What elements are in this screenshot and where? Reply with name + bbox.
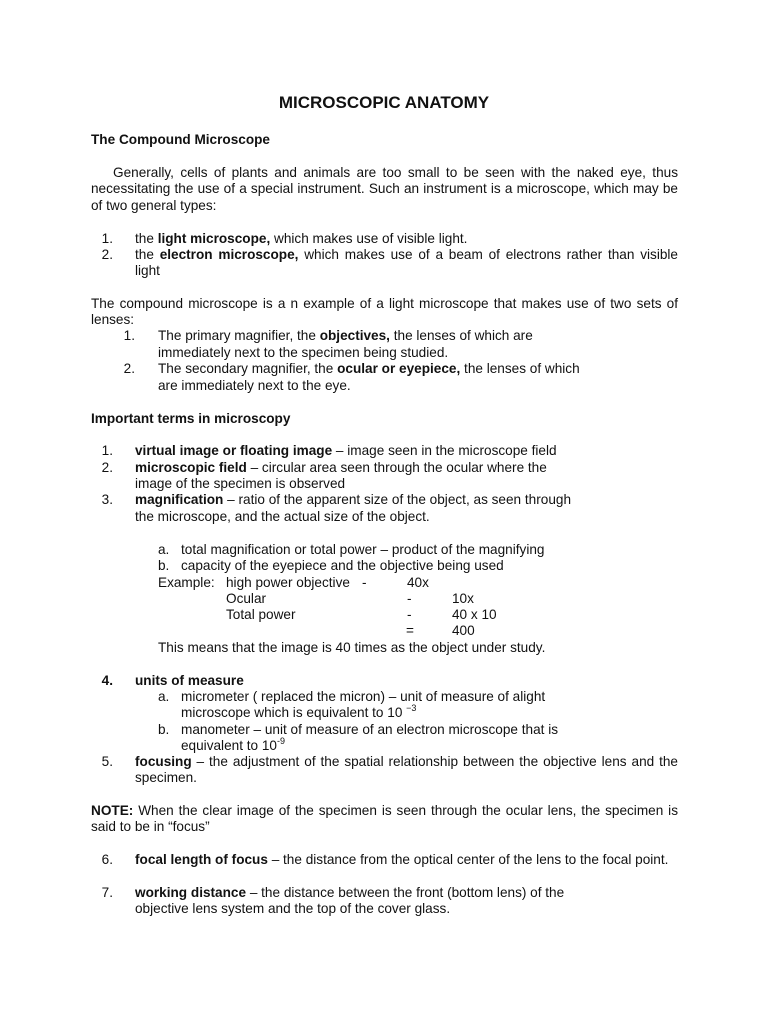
list-item-text	[135, 247, 678, 280]
example-op: -	[407, 607, 412, 622]
example-op: -	[407, 591, 412, 606]
example-value: 40x	[407, 575, 429, 590]
sub-letter: b.	[158, 558, 170, 573]
sub-item-continuation	[181, 738, 285, 754]
example-name: high power objective	[226, 575, 350, 590]
list-item	[158, 328, 533, 344]
list-item-continuation: image of the specimen is observed	[135, 476, 346, 491]
item-term: working distance	[135, 885, 247, 900]
example-meaning: This means that the image is 40 times as the object under study.	[158, 640, 546, 655]
item-definition: – the distance between the front (bottom lens) of the	[246, 885, 565, 900]
item-term: focal length of focus	[135, 852, 268, 867]
example-value: 400	[452, 623, 475, 638]
item-text-post: the lenses of which	[460, 361, 580, 376]
item-text-pre: the	[135, 247, 160, 262]
item-text-post: the lenses of which are	[389, 328, 533, 343]
sub-item: total magnification or total power – product of the magnifying	[181, 542, 545, 557]
item-term: magnification	[135, 492, 224, 507]
list-item-continuation: the microscope, and the actual size of the object.	[135, 509, 430, 524]
item-definition: – image seen in the microscope field	[332, 443, 557, 458]
sub-item: manometer – unit of measure of an electron microscope that is	[181, 722, 559, 737]
lenses-intro: The compound microscope is a n example of a light microscope that makes use of two sets of lenses:	[91, 296, 678, 328]
units-heading: units of measure	[135, 673, 244, 688]
list-item	[135, 443, 557, 459]
item-definition: – the adjustment of the spatial relationship between the objective lens and the specimen.	[135, 754, 678, 786]
sub-item: micrometer ( replaced the micron) – unit of measure of alight	[181, 689, 546, 704]
item-term: microscopic field	[135, 460, 247, 475]
item-definition: – circular area seen through the ocular where the	[246, 460, 547, 475]
item-term: ocular or eyepiece,	[337, 361, 461, 376]
list-item	[135, 492, 571, 508]
item-number: 2.	[123, 361, 135, 376]
list-item	[135, 852, 668, 868]
example-op: =	[406, 623, 414, 638]
item-text-post: which makes use of a beam of electrons rather than visible light	[135, 247, 678, 279]
example-value: 10x	[452, 591, 474, 606]
item-term: focusing	[135, 754, 192, 769]
exponent: -9	[277, 736, 286, 746]
list-item	[135, 754, 678, 787]
item-text-pre: The secondary magnifier, the	[158, 361, 338, 376]
item-number: 3.	[101, 492, 113, 507]
sub-item-continuation	[181, 705, 416, 721]
list-item-continuation: objective lens system and the top of the cover glass.	[135, 901, 451, 916]
sub-item-text: equivalent to 10	[181, 738, 277, 753]
item-number: 7.	[101, 885, 113, 900]
item-number: 1.	[123, 328, 135, 343]
sub-item-text: microscope which is equivalent to 10	[181, 705, 407, 720]
example-value: 40 x 10	[452, 607, 497, 622]
sub-letter: b.	[158, 722, 170, 737]
intro-paragraph: Generally, cells of plants and animals are too small to be seen with the naked eye, thus necessitating the use of a special instrument. Such an instrument is a microscope, which may be of two general types:	[91, 165, 678, 213]
list-item	[135, 885, 564, 901]
item-term: objectives,	[319, 328, 390, 343]
section-heading-compound: The Compound Microscope	[91, 132, 270, 147]
item-number: 1.	[101, 231, 113, 246]
item-number: 4.	[101, 673, 113, 688]
example-name: Ocular	[226, 591, 267, 606]
list-item-continuation: are immediately next to the eye.	[158, 378, 351, 393]
item-definition: – the distance from the optical center of the lens to the focal point.	[267, 852, 669, 867]
item-text-post: which makes use of visible light.	[270, 231, 468, 246]
list-item-continuation: immediately next to the specimen being studied.	[158, 345, 449, 360]
item-number: 2.	[101, 460, 113, 475]
note-text: When the clear image of the specimen is seen through the ocular lens, the specimen is said to be in “focus”	[91, 803, 678, 835]
item-number: 6.	[101, 852, 113, 867]
item-number: 5.	[101, 754, 113, 769]
example-name: Total power	[226, 607, 296, 622]
item-text-pre: the	[135, 231, 158, 246]
item-number: 2.	[101, 247, 113, 262]
example-op: -	[362, 575, 367, 590]
note-paragraph	[91, 803, 678, 836]
note-label: NOTE:	[91, 803, 134, 818]
item-text-pre: The primary magnifier, the	[158, 328, 320, 343]
example-label: Example:	[158, 575, 215, 590]
item-term: virtual image or floating image	[135, 443, 333, 458]
item-term: electron microscope,	[159, 247, 299, 262]
sub-letter: a.	[158, 542, 170, 557]
page-title: MICROSCOPIC ANATOMY	[278, 93, 490, 112]
sub-letter: a.	[158, 689, 170, 704]
item-term: light microscope,	[157, 231, 271, 246]
exponent: −3	[406, 703, 417, 713]
item-definition: – ratio of the apparent size of the object, as seen through	[223, 492, 571, 507]
section-heading-terms: Important terms in microscopy	[91, 411, 291, 426]
sub-item: capacity of the eyepiece and the objective being used	[181, 558, 504, 573]
list-item	[135, 460, 547, 476]
list-item	[158, 361, 580, 377]
item-number: 1.	[101, 443, 113, 458]
